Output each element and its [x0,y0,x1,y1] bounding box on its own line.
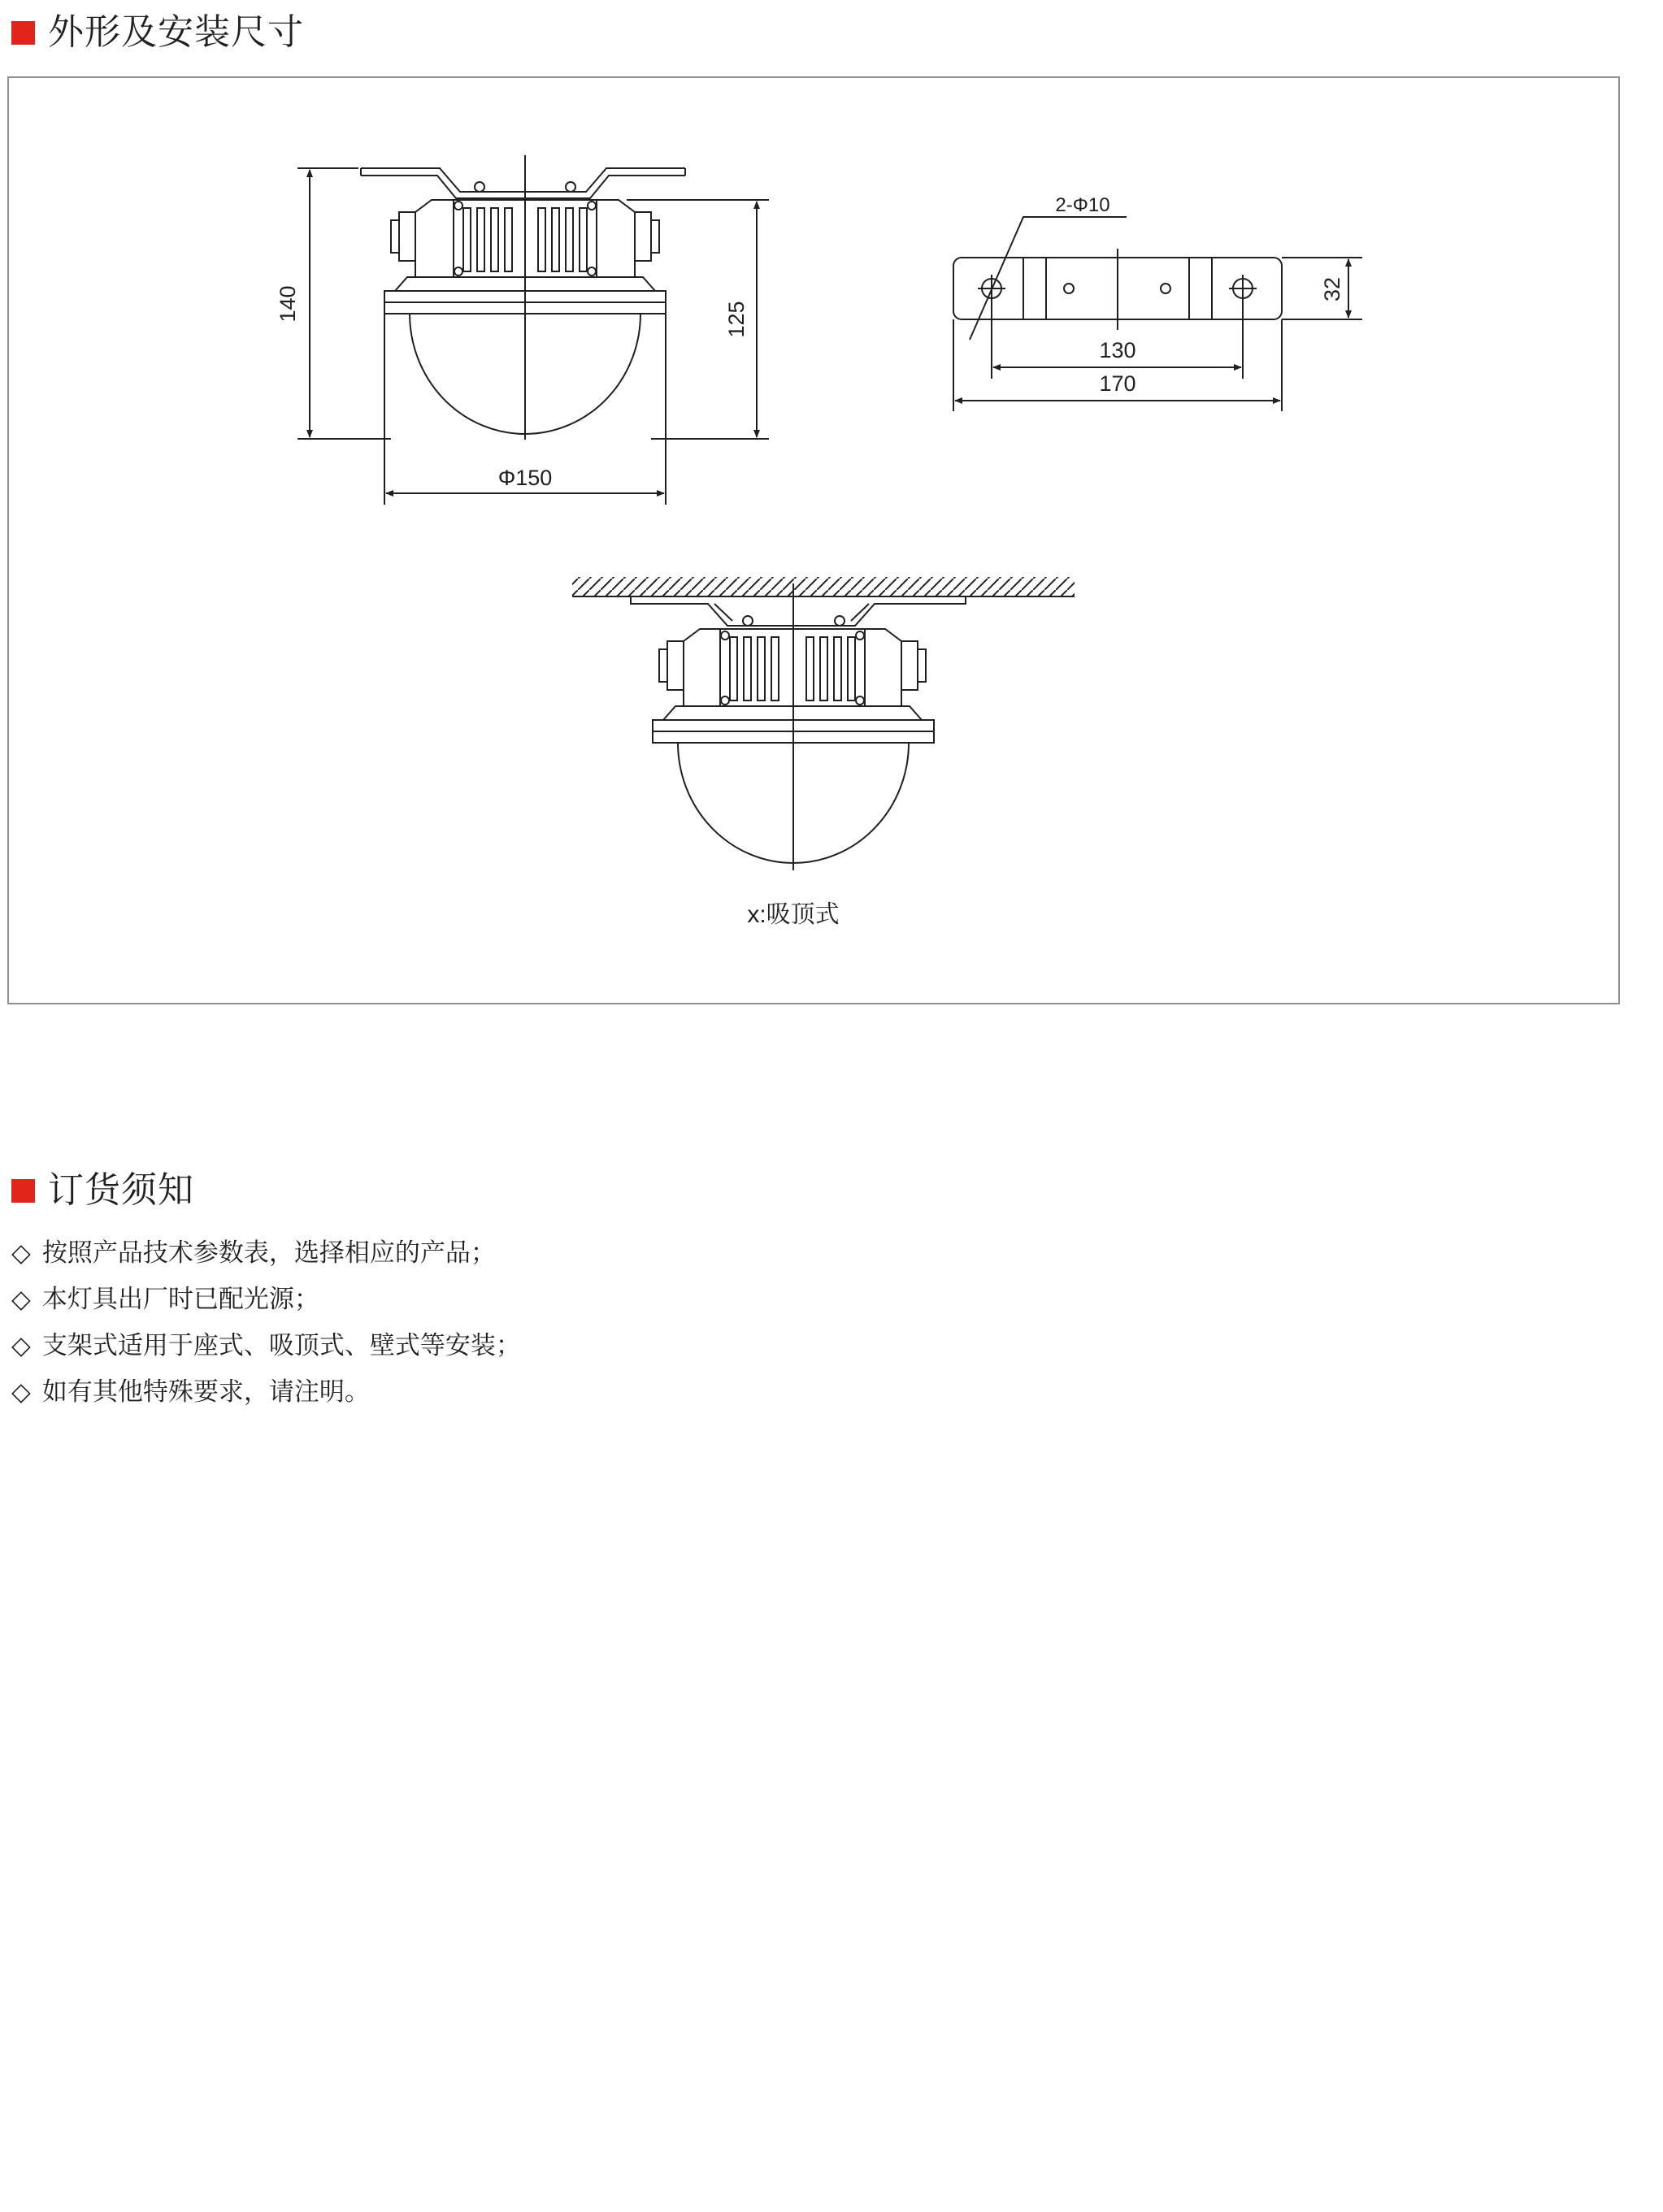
section-title-ordering: 订货须知 [48,1169,194,1211]
dimension-label-140: 140 [276,285,300,323]
bracket-plan-view [953,217,1282,340]
dimension-label-130: 130 [1099,338,1136,362]
note-text: 支架式适用于座式、吸顶式、壁式等安装； [41,1331,521,1360]
diamond-bullet-icon: ◇ [11,1285,31,1314]
section-title-dimensions: 外形及安装尺寸 [48,11,304,53]
list-item [11,1277,521,1323]
dimension-drawing-frame [7,76,1620,1004]
lamp-front-view [361,168,685,434]
lamp-ceiling-mount-view [631,596,966,863]
list-item [11,1323,521,1369]
section-header-ordering [11,1169,194,1211]
dimension-label-125: 125 [724,301,749,338]
diamond-bullet-icon: ◇ [11,1331,31,1360]
diamond-bullet-icon: ◇ [11,1377,31,1407]
section-marker-square [11,21,35,45]
mount-caption: x:吸顶式 [747,901,840,928]
section-marker-square [11,1179,35,1203]
dimension-label-diameter: Φ150 [497,466,553,490]
ordering-notes-list [11,1230,521,1416]
note-text: 按照产品技术参数表，选择相应的产品； [41,1238,496,1268]
section-header-dimensions [11,11,304,53]
list-item [11,1369,521,1416]
dimension-140 [297,168,391,439]
list-item [11,1230,521,1277]
diamond-bullet-icon: ◇ [11,1238,31,1268]
note-text: 如有其他特殊要求，请注明。 [41,1377,370,1407]
dimension-label-32: 32 [1320,276,1344,302]
dimension-170 [953,319,1282,411]
technical-drawing [9,78,1622,1006]
note-text: 本灯具出厂时已配光源； [41,1285,319,1314]
dimension-label-170: 170 [1099,371,1136,396]
ceiling-hatch [572,577,1075,596]
dimension-label-holes: 2-Φ10 [1055,194,1110,216]
